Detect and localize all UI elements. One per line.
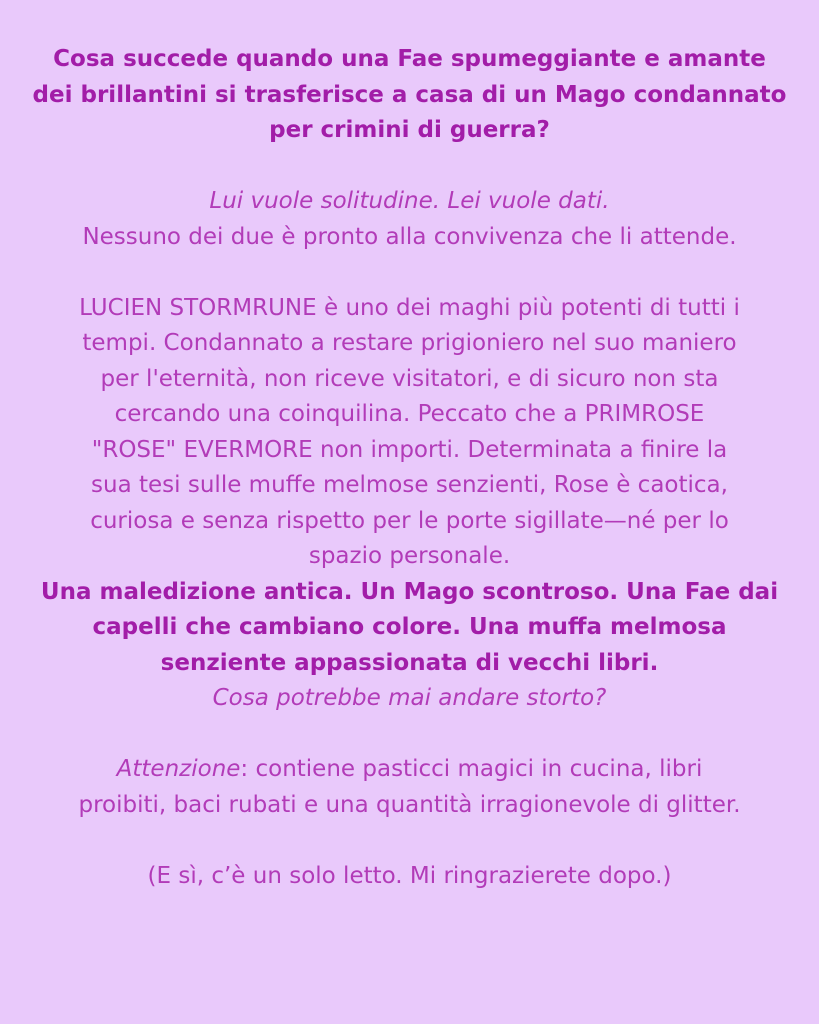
hook-line: Una maledizione antica. Un Mago scontroso. Una Fae dai: [40, 578, 779, 605]
hook-question: Cosa potrebbe mai andare storto?: [212, 685, 607, 711]
tagline-regular: Nessuno dei due è pronto alla convivenza che li attende.: [82, 223, 737, 250]
hook: [28, 575, 791, 717]
synopsis-line: "ROSE" EVERMORE non importi. Determinata a finire la: [91, 436, 728, 463]
hook-line: capelli che cambiano colore. Una muffa melmosa: [92, 614, 727, 640]
synopsis-line: tempi. Condannato a restare prigioniero nel suo maniero: [82, 330, 737, 356]
synopsis-line: per l'eternità, non riceve visitatori, e di sicuro non sta: [100, 365, 719, 392]
warning-line-1: [28, 752, 791, 788]
headline-line: dei brillantini si trasferisce a casa di un Mago condannato: [32, 81, 787, 108]
spacer: [28, 717, 791, 753]
warning-line-2: proibiti, baci rubati e una quantità irragionevole di glitter.: [78, 791, 741, 818]
warning-label: Attenzione: [116, 756, 241, 782]
content-warning: [28, 752, 791, 823]
spacer: [28, 823, 791, 859]
spacer: [28, 149, 791, 185]
synopsis-line: spazio personale.: [308, 543, 511, 569]
warning-text: : contiene pasticci magici in cucina, libri: [240, 756, 703, 782]
tagline-italic: Lui vuole solitudine. Lei vuole dati.: [209, 188, 610, 214]
spacer: [28, 255, 791, 291]
tagline: [28, 184, 791, 255]
synopsis-line: cercando una coinquilina. Peccato che a PRIMROSE: [114, 401, 705, 427]
synopsis-line: LUCIEN STORMRUNE è uno dei maghi più potenti di tutti i: [79, 294, 740, 321]
synopsis-line: sua tesi sulle muffe melmose senzienti, Rose è caotica,: [91, 472, 728, 498]
headline-line: per crimini di guerra?: [269, 117, 550, 143]
synopsis: [28, 291, 791, 575]
hook-line: senziente appassionata di vecchi libri.: [160, 649, 659, 676]
synopsis-line: curiosa e senza rispetto per le porte sigillate—né per lo: [90, 507, 729, 534]
headline-line: Cosa succede quando una Fae spumeggiante e amante: [53, 46, 766, 72]
headline: [28, 42, 791, 149]
closing-note: (E sì, c’è un solo letto. Mi ringrazierete dopo.): [147, 862, 672, 889]
